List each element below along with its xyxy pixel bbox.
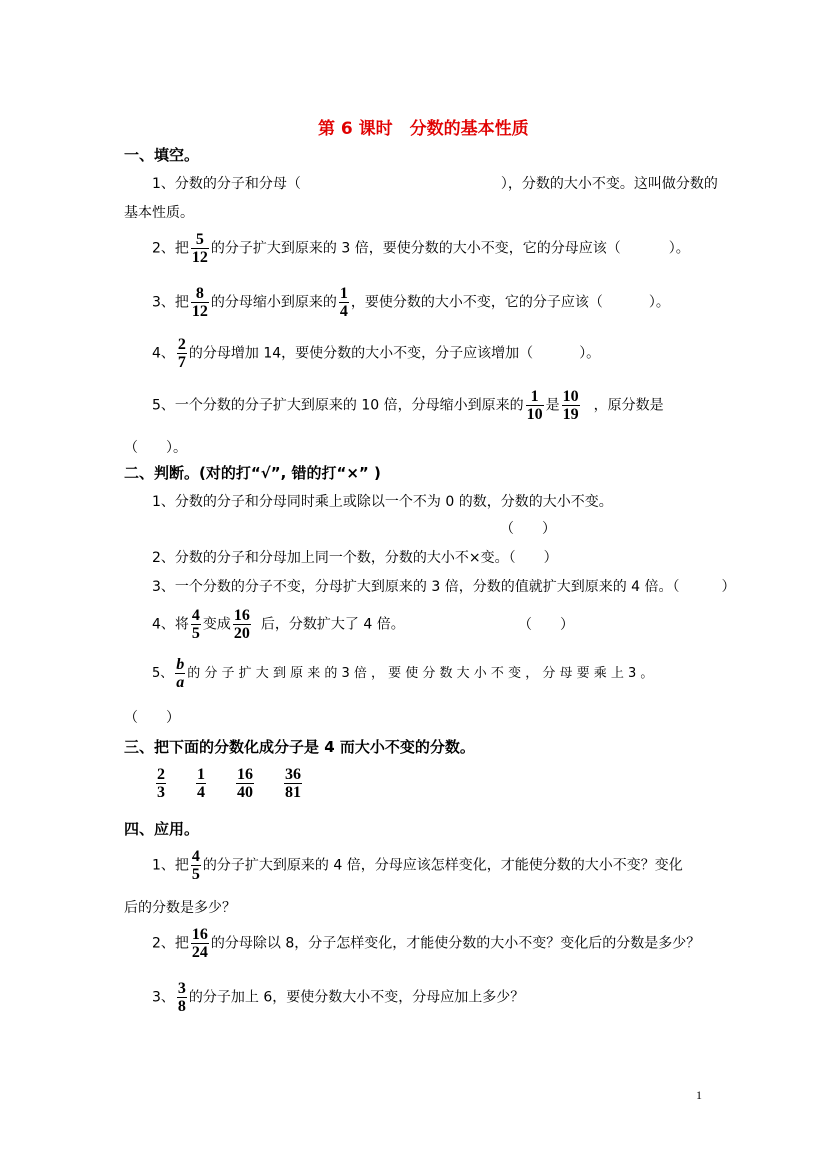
question-1-5-cont: （ ）。	[124, 440, 187, 456]
fraction-list	[154, 766, 330, 801]
question-2-5: 5、 $\frac{b}{a}$ 的 分 子 扩 大 到 原 来 的 3 倍 ， 要 使 分 数 大 小 不 变 ， 分 母 要 乘 上 3 。	[152, 656, 654, 691]
fraction-10-19: $\frac{10}{19}$	[562, 388, 579, 423]
question-2-1-paren: （ ）	[500, 521, 556, 537]
fraction-4-5: $\frac{4}{5}$	[191, 607, 200, 642]
fraction-16-24: $\frac{16}{24}$	[191, 926, 208, 961]
question-4-3: 3、 $\frac{3}{8}$ 的分子加上 6，要使分数大小不变，分母应加上多少？	[152, 980, 525, 1015]
question-2-1: 1、分数的分子和分母同时乘上或除以一个不为 0 的数，分数的大小不变。	[152, 494, 613, 510]
question-1-1: 1、分数的分子和分母（ ），分数的大小不变。这叫做分数的	[152, 176, 718, 192]
fraction-2-7: $\frac{2}{7}$	[177, 336, 186, 371]
fraction-1-4: $\frac{1}{4}$	[339, 285, 348, 320]
question-1-2: 2、把 $\frac{5}{12}$ 的分子扩大到原来的 3 倍，要使分数的大小不变，它的分母应该（ ）。	[152, 231, 690, 266]
fraction-1-10: $\frac{1}{10}$	[526, 388, 543, 423]
fraction-2-3: $\frac{2}{3}$	[157, 766, 165, 801]
question-2-4: 4、将 $\frac{4}{5}$ 变成 $\frac{16}{20}$ 后，分数扩大了 4 倍。	[152, 607, 405, 642]
question-2-3: 3、一个分数的分子不变，分母扩大到原来的 3 倍，分数的值就扩大到原来的 4 倍。（ ）	[152, 579, 736, 595]
question-4-1: 1、把 $\frac{4}{5}$ 的分子扩大到原来的 4 倍，分母应该怎样变化，才能使分数的大小不变？变化	[152, 848, 683, 883]
section-heading-fill-blank: 一、填空。	[124, 146, 200, 164]
question-1-5: 5、一个分数的分子扩大到原来的 10 倍，分母缩小到原来的 $\frac{1}{10}$ 是 $\frac{10}{19}$ ，原分数是	[152, 388, 664, 423]
page-title: 第 6 课时 分数的基本性质	[318, 119, 529, 139]
question-2-4-paren: （ ）	[518, 617, 574, 633]
fraction-8-12: $\frac{8}{12}$	[191, 285, 208, 320]
fraction-b-a: $\frac{b}{a}$	[176, 656, 185, 691]
question-2-5-paren: （ ）	[124, 710, 180, 726]
question-4-1-cont: 后的分数是多少？	[124, 900, 236, 916]
fraction-3-8: $\frac{3}{8}$	[177, 980, 186, 1015]
section-heading-application: 四、应用。	[124, 820, 200, 838]
question-2-2: 2、分数的分子和分母加上同一个数，分数的大小不×变。（ ）	[152, 550, 558, 566]
question-4-2: 2、把 $\frac{16}{24}$ 的分母除以 8，分子怎样变化，才能使分数的大小不变？变化后的分数是多少？	[152, 926, 701, 961]
fraction-16-40: $\frac{16}{40}$	[237, 766, 253, 801]
section-heading-convert: 三、把下面的分数化成分子是 4 而大小不变的分数。	[124, 738, 475, 756]
fraction-36-81: $\frac{36}{81}$	[285, 766, 301, 801]
page-number: 1	[696, 1088, 702, 1102]
section-heading-true-false: 二、判断。(对的打“√”, 错的打“×” )	[124, 464, 381, 482]
question-1-4: 4、 $\frac{2}{7}$ 的分母增加 14，要使分数的大小不变，分子应该增加（ ）。	[152, 336, 601, 371]
question-1-3: 3、把 $\frac{8}{12}$ 的分母缩小到原来的 $\frac{1}{4}$ ，要使分数的大小不变，它的分子应该（ ）。	[152, 285, 670, 320]
fraction-1-4: $\frac{1}{4}$	[197, 766, 205, 801]
question-1-1-cont: 基本性质。	[124, 205, 194, 221]
fraction-4-5: $\frac{4}{5}$	[191, 848, 200, 883]
fraction-5-12: $\frac{5}{12}$	[191, 231, 208, 266]
fraction-16-20: $\frac{16}{20}$	[233, 607, 250, 642]
